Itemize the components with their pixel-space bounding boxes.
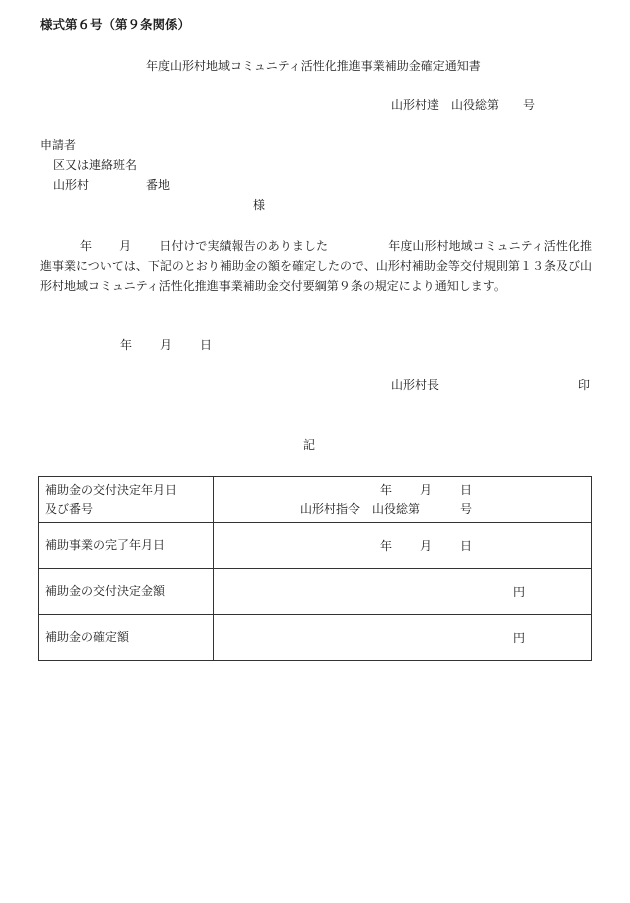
decision-date-value [214, 477, 592, 523]
confirmed-amount-unit: 円 [513, 631, 526, 645]
completion-date-label: 補助事業の完了年月日 [39, 523, 214, 569]
decision-ref-prefix: 山形村指令 山役総第 [300, 502, 421, 516]
applicant-district: 区又は連絡班名 [53, 158, 138, 172]
applicant-address-banchi: 番地 [146, 178, 171, 192]
decision-ref-suffix: 号 [460, 502, 473, 516]
decision-date-label [39, 477, 214, 523]
decision-date-month: 月 [420, 483, 433, 497]
decided-amount-value [214, 569, 592, 615]
decision-date-year: 年 [380, 483, 393, 497]
decided-amount-label: 補助金の交付決定金額 [39, 569, 214, 615]
table-row [39, 523, 592, 569]
document-title: 年度山形村地域コミュニティ活性化推進事業補助金確定通知書 [146, 59, 481, 73]
body-month: 月 [119, 239, 132, 253]
applicant-label: 申請者 [40, 138, 77, 152]
confirmed-amount-value [214, 615, 592, 661]
completion-date-value [214, 523, 592, 569]
applicant-address-village: 山形村 [53, 178, 90, 192]
document-reference: 山形村達 山役総第 号 [391, 98, 536, 112]
body-year: 年 [80, 239, 93, 253]
completion-date-month: 月 [420, 539, 433, 553]
issue-date-month: 月 [160, 338, 173, 352]
issuer-seal: 印 [578, 378, 591, 392]
table-row [39, 615, 592, 661]
details-table [38, 476, 592, 661]
issuer-name: 山形村長 [391, 378, 440, 392]
completion-date-day: 日 [460, 539, 473, 553]
decided-amount-unit: 円 [513, 585, 526, 599]
confirmed-amount-label: 補助金の確定額 [39, 615, 214, 661]
form-number: 様式第６号（第９条関係） [40, 17, 191, 32]
applicant-honorific: 様 [253, 198, 266, 212]
issue-date-day: 日 [200, 338, 213, 352]
completion-date-year: 年 [380, 539, 393, 553]
body-text: 日付けで実績報告のありました 年度山形村地域コミュニティ活性化推進事業については、下記のとおり補助金の額を確定したので、山形村補助金等交付規則第１３条及び山形村地域コミュニティ活性化推進事業補助金交付要綱第９条の規定により通知します。 [40, 239, 592, 293]
issue-date-year: 年 [120, 338, 133, 352]
decision-date-day: 日 [460, 483, 473, 497]
decision-date-label-line1: 補助金の交付決定年月日 [45, 482, 178, 497]
table-row [39, 477, 592, 523]
notification-body [40, 236, 592, 296]
table-row [39, 569, 592, 615]
ki-heading: 記 [303, 438, 316, 452]
decision-date-label-line2: 及び番号 [45, 501, 94, 516]
